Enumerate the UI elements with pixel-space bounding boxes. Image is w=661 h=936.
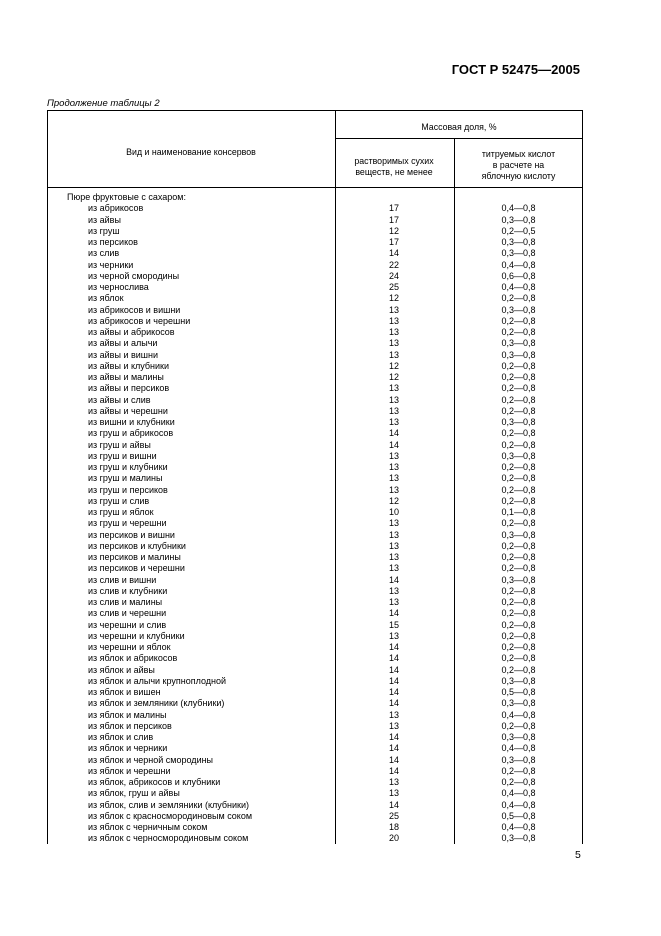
product-name-cell: из черешни и клубники [88,630,185,641]
titratable-acids-cell: 0,3—0,8 [501,698,536,709]
header-divider [335,138,582,139]
table-row [48,451,582,462]
header-soluble-line: растворимых сухих [354,156,434,166]
product-name-cell: из айвы и малины [88,372,164,382]
product-name-cell: из груш и черешни [88,518,167,529]
table-row [48,507,582,518]
soluble-solids-cell: 22 [388,259,399,270]
titratable-acids-cell: 0,2—0,8 [501,315,536,326]
table-row [48,485,582,496]
product-name-cell: из яблок и черной смородины [88,754,214,765]
soluble-solids-cell: 13 [388,597,399,607]
titratable-acids-cell: 0,3—0,8 [501,248,536,259]
soluble-solids-cell: 14 [388,574,399,585]
table-row [48,575,582,586]
soluble-solids-cell: 14 [388,687,399,697]
titratable-acids-cell: 0,3—0,8 [501,304,536,315]
table-row [48,653,582,664]
soluble-solids-cell: 14 [388,698,399,709]
table-row [48,248,582,259]
titratable-acids-cell: 0,2—0,8 [501,540,536,551]
titratable-acids-cell: 0,5—0,8 [501,687,536,697]
titratable-acids-cell: 0,2—0,8 [501,597,536,607]
titratable-acids-cell: 0,2—0,8 [501,608,536,619]
table-row [48,350,582,361]
soluble-solids-cell: 25 [388,282,399,292]
titratable-acids-cell: 0,2—0,8 [501,630,536,641]
table-row [48,271,582,282]
header-acids-line: яблочную кислоту [481,171,556,181]
header-bottom-line [48,187,582,188]
table-row [48,237,582,248]
product-name-cell: из айвы и вишни [88,349,158,360]
product-name-cell: из айвы и клубники [88,360,169,371]
header-soluble-line: веществ, не менее [355,167,433,177]
table-row [48,743,582,754]
soluble-solids-cell: 14 [388,608,399,619]
soluble-solids-cell: 13 [388,484,399,495]
titratable-acids-cell: 0,4—0,8 [501,282,536,292]
table-row [48,766,582,777]
soluble-solids-cell: 17 [388,203,399,214]
soluble-solids-cell: 13 [388,327,399,337]
table-row [48,518,582,529]
soluble-solids-cell: 13 [388,552,399,562]
product-name-cell: из груш и айвы [88,439,151,450]
soluble-solids-cell: 15 [388,619,399,630]
table-row [48,473,582,484]
table-row [48,777,582,788]
table-row [48,788,582,799]
product-name-cell: из яблок, груш и айвы [88,788,180,799]
table-row [48,732,582,743]
table-row [48,462,582,473]
soluble-solids-cell: 13 [388,518,399,529]
titratable-acids-cell: 0,3—0,8 [501,450,536,461]
table-row [48,496,582,507]
titratable-acids-cell: 0,2—0,8 [501,405,536,416]
soluble-solids-cell: 12 [388,225,399,236]
soluble-solids-cell: 13 [388,450,399,461]
product-name-cell: из айвы и персиков [88,383,170,394]
soluble-solids-cell: 14 [388,799,399,810]
table-row [48,811,582,822]
titratable-acids-cell: 0,2—0,8 [501,642,536,652]
soluble-solids-cell: 14 [388,653,399,664]
titratable-acids-cell: 0,3—0,8 [501,754,536,765]
product-name-cell: из яблок, слив и земляники (клубники) [88,799,249,810]
soluble-solids-cell: 12 [388,372,399,382]
soluble-solids-cell: 13 [388,630,399,641]
group-row [48,192,582,203]
table-row [48,215,582,226]
titratable-acids-cell: 0,2—0,8 [501,653,536,664]
product-name-cell: из груш и яблок [88,507,154,517]
table-row [48,608,582,619]
table-row [48,316,582,327]
table-row [48,552,582,563]
soluble-solids-cell: 13 [388,405,399,416]
table-row [48,440,582,451]
titratable-acids-cell: 0,2—0,8 [501,563,536,574]
table-row [48,428,582,439]
product-name-cell: из груш и вишни [88,450,157,461]
soluble-solids-cell: 14 [388,439,399,450]
table-row [48,260,582,271]
titratable-acids-cell: 0,4—0,8 [501,799,536,810]
titratable-acids-cell: 0,2—0,8 [501,372,536,382]
product-name-cell: из айвы и абрикосов [88,327,175,337]
product-name-cell: из персиков и вишни [88,529,175,540]
product-name-cell: из яблок и земляники (клубники) [88,698,225,709]
titratable-acids-cell: 0,4—0,8 [501,788,536,799]
titratable-acids-cell: 0,4—0,8 [501,203,536,214]
soluble-solids-cell: 14 [388,428,399,439]
table-row [48,631,582,642]
soluble-solids-cell: 13 [388,417,399,427]
soluble-solids-cell: 17 [388,214,399,225]
group-title: Пюре фруктовые с сахаром: [67,192,186,202]
table-body [48,192,582,845]
soluble-solids-cell: 14 [388,675,399,686]
titratable-acids-cell: 0,2—0,5 [501,225,536,236]
product-name-cell: из яблок и алычи крупноплодной [88,675,227,686]
soluble-solids-cell: 13 [388,394,399,405]
soluble-solids-cell: 13 [388,473,399,484]
product-name-cell: из абрикосов и черешни [88,315,191,326]
table-row [48,406,582,417]
product-name-cell: из яблок и абрикосов [88,653,178,664]
table-row [48,665,582,676]
soluble-solids-cell: 13 [388,585,399,596]
product-name-cell: из яблок и малины [88,709,167,720]
soluble-solids-cell: 13 [388,338,399,349]
titratable-acids-cell: 0,2—0,8 [501,765,536,776]
soluble-solids-cell: 13 [388,462,399,472]
soluble-solids-cell: 13 [388,349,399,360]
product-name-cell: из яблок [88,293,124,304]
header-acids-line: титруемых кислот [481,149,556,159]
table-row [48,687,582,698]
table-row [48,203,582,214]
product-name-cell: из слив и черешни [88,608,167,619]
product-name-cell: из черешни и слив [88,619,167,630]
table-caption: Продолжение таблицы 2 [47,98,160,109]
table-row [48,563,582,574]
table-row [48,372,582,383]
product-name-cell: из яблок и персиков [88,720,172,731]
titratable-acids-cell: 0,2—0,8 [501,439,536,450]
titratable-acids-cell: 0,3—0,8 [501,732,536,742]
soluble-solids-cell: 12 [388,293,399,304]
table-row [48,642,582,653]
product-name-cell: из яблок и черешни [88,765,171,776]
table-row [48,530,582,541]
soluble-solids-cell: 14 [388,743,399,754]
soluble-solids-cell: 24 [388,270,399,281]
product-name-cell: из груш и абрикосов [88,428,174,439]
titratable-acids-cell: 0,2—0,8 [501,619,536,630]
product-name-cell: из айвы и слив [88,394,151,405]
page-number: 5 [575,849,581,861]
header-soluble-solids [335,156,453,178]
product-name-cell: из чернослива [88,282,149,292]
table-row [48,698,582,709]
soluble-solids-cell: 13 [388,709,399,720]
soluble-solids-cell: 18 [388,822,399,832]
titratable-acids-cell: 0,4—0,8 [501,259,536,270]
table-row [48,282,582,293]
soluble-solids-cell: 13 [388,788,399,799]
table-row [48,361,582,372]
titratable-acids-cell: 0,2—0,8 [501,360,536,371]
titratable-acids-cell: 0,3—0,8 [501,833,536,844]
titratable-acids-cell: 0,3—0,8 [501,529,536,540]
header-mass-fraction: Массовая доля, % [421,122,497,132]
titratable-acids-cell: 0,2—0,8 [501,293,536,304]
soluble-solids-cell: 14 [388,664,399,675]
titratable-acids-cell: 0,2—0,8 [501,585,536,596]
table-row [48,755,582,766]
document-code: ГОСТ Р 52475—2005 [451,62,580,77]
titratable-acids-cell: 0,3—0,8 [501,214,536,225]
soluble-solids-cell: 13 [388,720,399,731]
titratable-acids-cell: 0,3—0,8 [501,574,536,585]
table-row [48,541,582,552]
titratable-acids-cell: 0,2—0,8 [501,664,536,675]
table-row [48,395,582,406]
table-row [48,721,582,732]
table-row [48,586,582,597]
soluble-solids-cell: 13 [388,304,399,315]
header-acids-line: в расчете на [492,160,545,170]
product-name-cell: из груш и клубники [88,462,168,472]
soluble-solids-cell: 14 [388,732,399,742]
titratable-acids-cell: 0,2—0,8 [501,473,536,484]
soluble-solids-cell: 13 [388,383,399,394]
titratable-acids-cell: 0,4—0,8 [501,709,536,720]
titratable-acids-cell: 0,2—0,8 [501,327,536,337]
product-name-cell: из слив и малины [88,597,163,607]
product-name-cell: из слив [88,248,120,259]
table-row [48,338,582,349]
table-row [48,305,582,316]
soluble-solids-cell: 14 [388,754,399,765]
titratable-acids-cell: 0,3—0,8 [501,417,536,427]
table-row [48,417,582,428]
header-product-name: Вид и наименование консервов [126,147,256,157]
titratable-acids-cell: 0,3—0,8 [501,349,536,360]
table-row [48,293,582,304]
soluble-solids-cell: 13 [388,563,399,574]
table-row [48,597,582,608]
titratable-acids-cell: 0,2—0,8 [501,495,536,506]
titratable-acids-cell: 0,2—0,8 [501,518,536,529]
product-name-cell: из айвы и алычи [88,338,158,349]
soluble-solids-cell: 10 [388,507,399,517]
product-name-cell: из яблок, абрикосов и клубники [88,777,221,787]
soluble-solids-cell: 20 [388,833,399,844]
product-name-cell: из абрикосов [88,203,144,214]
titratable-acids-cell: 0,2—0,8 [501,383,536,394]
table-row [48,327,582,338]
titratable-acids-cell: 0,2—0,8 [501,720,536,731]
product-name-cell: из груш и слив [88,495,150,506]
product-name-cell: из черной смородины [88,270,180,281]
titratable-acids-cell: 0,4—0,8 [501,822,536,832]
product-name-cell: из яблок с черничным соком [88,822,208,832]
product-name-cell: из яблок и вишен [88,687,161,697]
product-name-cell: из яблок с красносмородиновым соком [88,810,253,821]
table-row [48,620,582,631]
product-name-cell: из персиков и клубники [88,540,186,551]
soluble-solids-cell: 25 [388,810,399,821]
product-name-cell: из черники [88,259,134,270]
titratable-acids-cell: 0,2—0,8 [501,394,536,405]
header-titratable-acids [454,149,583,182]
soluble-solids-cell: 12 [388,495,399,506]
titratable-acids-cell: 0,5—0,8 [501,810,536,821]
table-row [48,833,582,844]
soluble-solids-cell: 14 [388,765,399,776]
titratable-acids-cell: 0,3—0,8 [501,338,536,349]
product-name-cell: из груш [88,225,120,236]
product-name-cell: из груш и малины [88,473,163,484]
titratable-acids-cell: 0,4—0,8 [501,743,536,754]
soluble-solids-cell: 14 [388,248,399,259]
table-row [48,676,582,687]
product-name-cell: из яблок и айвы [88,664,155,675]
product-name-cell: из яблок с черносмородиновым соком [88,833,249,844]
soluble-solids-cell: 13 [388,315,399,326]
product-name-cell: из слив и клубники [88,585,168,596]
table-row [48,710,582,721]
product-name-cell: из персиков и черешни [88,563,185,574]
titratable-acids-cell: 0,3—0,8 [501,237,536,247]
product-name-cell: из айвы и черешни [88,405,168,416]
data-table [47,110,583,844]
product-name-cell: из айвы [88,214,121,225]
titratable-acids-cell: 0,2—0,8 [501,428,536,439]
product-name-cell: из слив и вишни [88,574,157,585]
table-row [48,822,582,833]
soluble-solids-cell: 13 [388,777,399,787]
soluble-solids-cell: 14 [388,642,399,652]
titratable-acids-cell: 0,2—0,8 [501,777,536,787]
product-name-cell: из груш и персиков [88,484,168,495]
soluble-solids-cell: 13 [388,540,399,551]
titratable-acids-cell: 0,3—0,8 [501,675,536,686]
product-name-cell: из персиков [88,237,138,247]
titratable-acids-cell: 0,2—0,8 [501,484,536,495]
table-row [48,800,582,811]
product-name-cell: из черешни и яблок [88,642,171,652]
titratable-acids-cell: 0,6—0,8 [501,270,536,281]
soluble-solids-cell: 13 [388,529,399,540]
table-row [48,226,582,237]
soluble-solids-cell: 12 [388,360,399,371]
titratable-acids-cell: 0,1—0,8 [501,507,536,517]
titratable-acids-cell: 0,2—0,8 [501,552,536,562]
product-name-cell: из яблок и черники [88,743,168,754]
table-row [48,383,582,394]
soluble-solids-cell: 17 [388,237,399,247]
titratable-acids-cell: 0,2—0,8 [501,462,536,472]
product-name-cell: из яблок и слив [88,732,154,742]
product-name-cell: из персиков и малины [88,552,181,562]
product-name-cell: из вишни и клубники [88,417,175,427]
product-name-cell: из абрикосов и вишни [88,304,181,315]
